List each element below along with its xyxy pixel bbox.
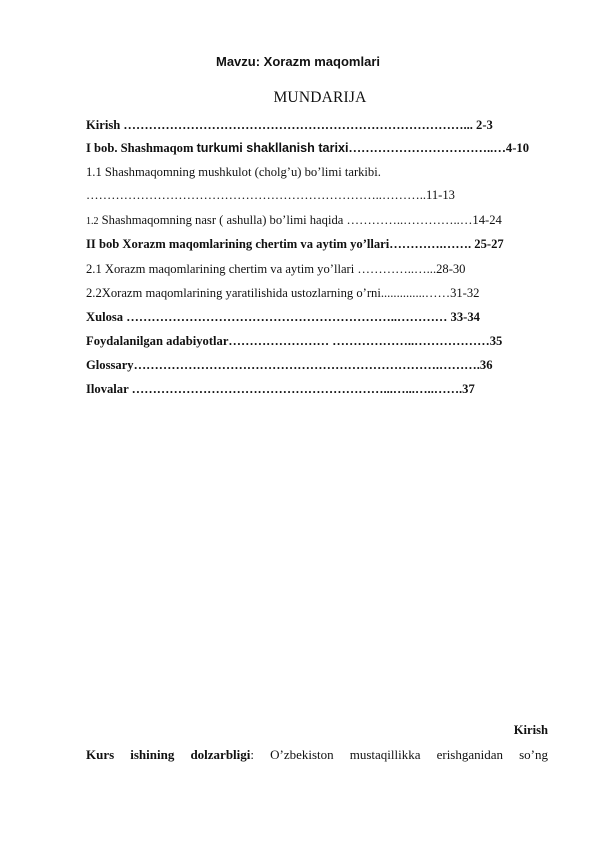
toc-entry-1-2 [86,212,502,230]
toc-entry-chapter-1 [86,140,529,156]
toc-entry-kirish: Kirish ………………………………………………………………………... 2-3 [86,118,493,132]
toc-entry-adabiyotlar: Foydalanilgan adabiyotlar…………………… ………………..………………35 [86,334,503,348]
section-title: Kirish [513,723,548,737]
body-text: : O’zbekiston mustaqillikka erishganidan so’ng [250,747,548,762]
toc-entry-xulosa: Xulosa ………………………………………………………..………… 33-34 [86,310,480,324]
toc-entry-1-1-dots: ……………………………………………………………..………..11-13 [86,188,455,202]
toc-entry-1-1: 1.1 Shashmaqomning mushkulot (cholg’u) bo’limi tarkibi. [86,165,381,179]
body-label: Kurs ishining dolzarbligi [86,747,251,762]
toc-entry-1-2-text: Shashmaqomning nasr ( ashulla) bo’limi haqida …………..…………..…14-24 [98,213,502,227]
toc-entry-2-1: 2.1 Xorazm maqomlarining chertim va aytim yo’llari …………..…...28-30 [86,262,466,276]
toc-entry-chapter-1-sans: turkumi shakllanish tarixi [196,141,349,155]
toc-entry-ilovalar: Ilovalar ……………………………………………………...…...…..…….37 [86,382,475,396]
toc-entry-chapter-1-start: I bob. Shashmaqom [86,141,197,155]
toc-entry-2-2: 2.2Xorazm maqomlarining yaratilishida ustozlarning o’rni..............……31-32 [86,286,480,300]
toc-entry-1-2-number: 1.2 [86,216,99,227]
body-paragraph [86,747,548,763]
toc-heading: MUNDARIJA [273,89,367,106]
toc-entry-chapter-2: II bob Xorazm maqomlarining chertim va aytim yo’llari………….……. 25-27 [86,237,504,251]
topic-title: Mavzu: Xorazm maqomlari [216,54,380,69]
toc-entry-glossary: Glossary……………………………………………………………….……….36 [86,358,493,372]
toc-entry-chapter-1-tail: ……………………………..…4-10 [348,141,529,155]
